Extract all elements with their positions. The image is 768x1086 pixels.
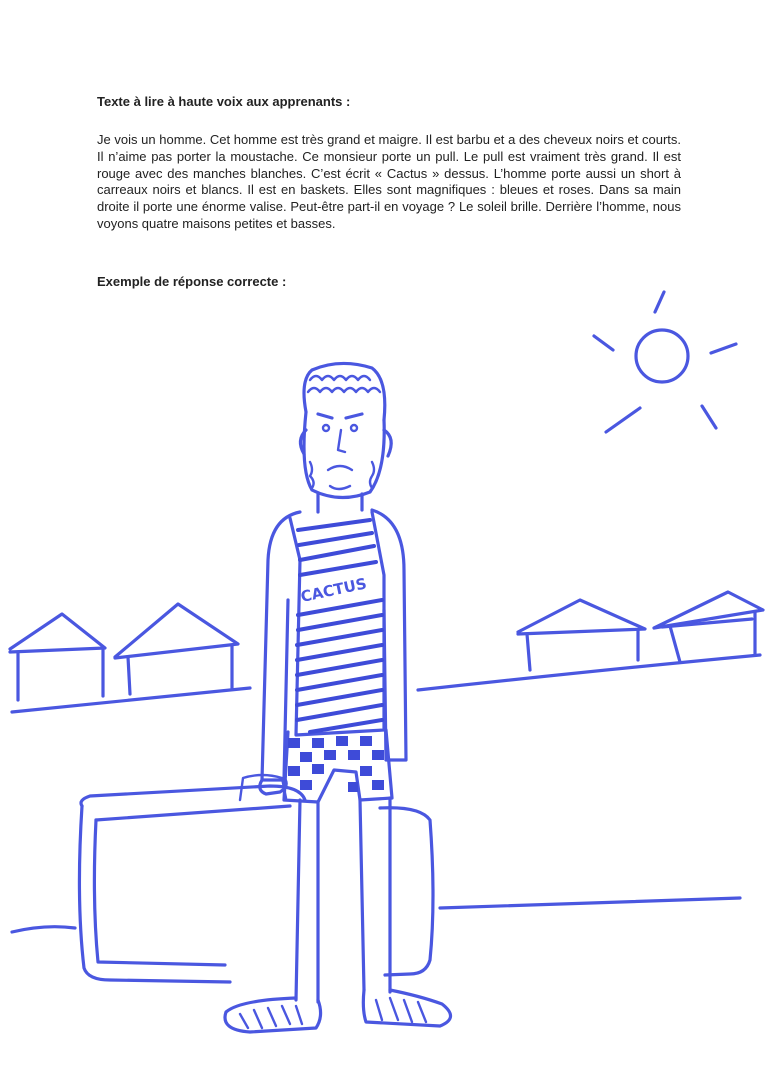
hand-drawn-illustration bbox=[0, 280, 768, 1086]
ground-line-right bbox=[440, 898, 740, 908]
man-legs bbox=[296, 798, 390, 1002]
man-head bbox=[300, 363, 391, 497]
sweater bbox=[262, 510, 406, 780]
house-drawing-2 bbox=[115, 604, 238, 694]
heading-example: Exemple de réponse correcte : bbox=[97, 274, 287, 289]
sweater-hatching bbox=[297, 520, 382, 732]
ground-line-left bbox=[12, 927, 75, 932]
sneakers bbox=[225, 990, 451, 1032]
read-aloud-paragraph: Je vois un homme. Cet homme est très grand et maigre. Il est barbu et a des cheveux noirs et courts. Il n’aime pas porter la moustache. Ce monsieur porte un pull. Le pull est vraiment très grand. Il est rouge avec des manches blanches. C’est écrit « Cactus » dessus. L’homme porte aussi un short à carreaux noirs et blancs. Il est en baskets. Elles sont magnifiques : bleues et roses. Dans sa main droite il porte une énorme valise. Peut-être part-il en voyage ? Le soleil brille. Derrière l’homme, nous voyons quatre maisons petites et basses. bbox=[97, 132, 681, 231]
sweater-cactus-text: CACTUS bbox=[299, 574, 369, 606]
suitcase-drawing bbox=[79, 775, 433, 982]
sun-drawing bbox=[594, 292, 736, 432]
heading-read-aloud: Texte à lire à haute voix aux apprenants : bbox=[97, 94, 351, 109]
horizon-right bbox=[418, 655, 760, 690]
house-drawing-1 bbox=[10, 614, 105, 700]
house-drawing-3 bbox=[518, 600, 645, 670]
house-drawing-4 bbox=[654, 592, 763, 662]
